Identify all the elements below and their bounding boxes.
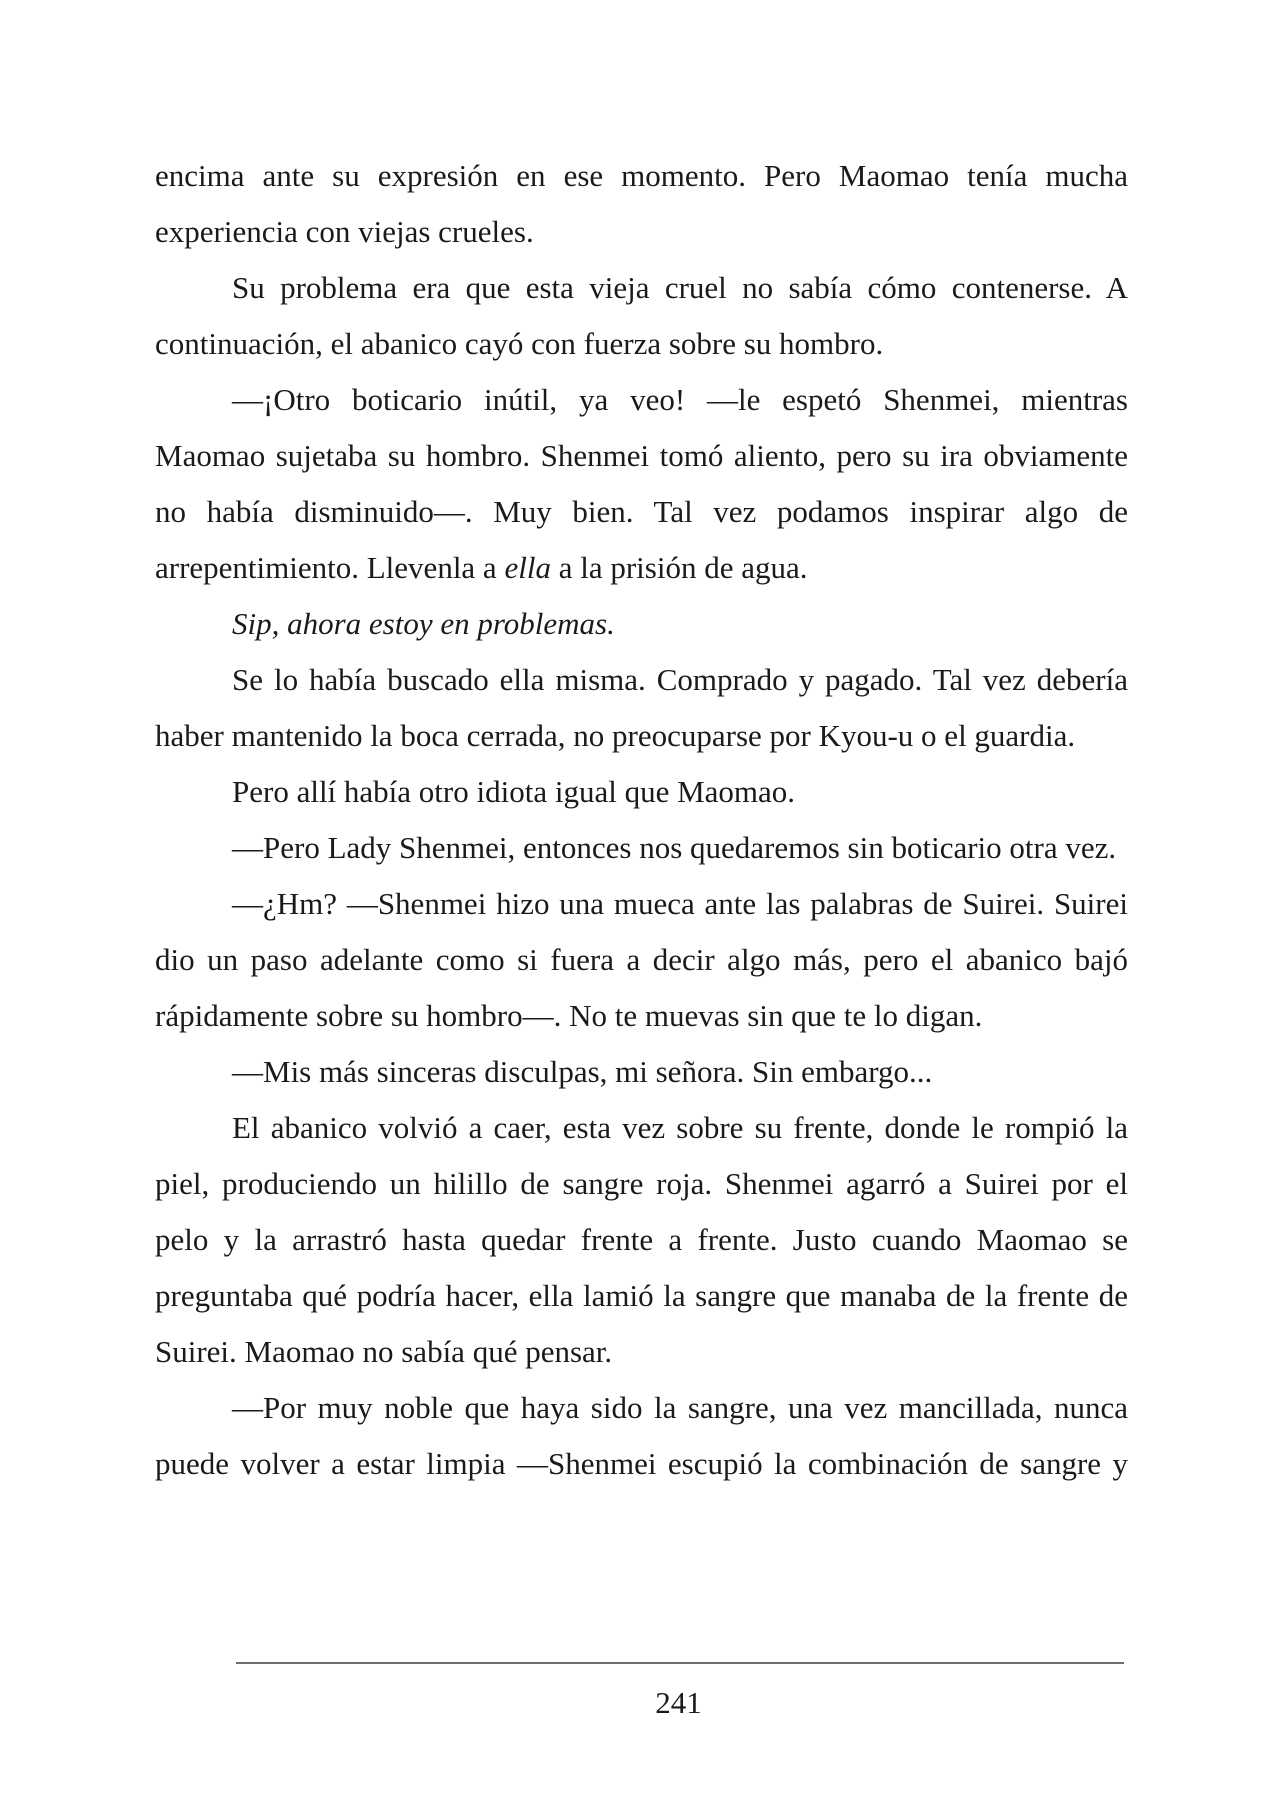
- italic-emphasis: ella: [504, 550, 551, 585]
- italic-thought-text: Sip, ahora estoy en problemas.: [232, 606, 615, 641]
- paragraph: —Mis más sinceras disculpas, mi señora. Sin embargo...: [232, 1054, 933, 1089]
- footer-divider: [236, 1662, 1124, 1664]
- paragraph: —¿Hm? —Shenmei hizo una mueca ante las palabras de Suirei. Suirei dio un paso adelante como si fuera a decir algo más, pero el abanico bajó rápidamente sobre su hombro—. No te muevas sin que te lo digan.: [155, 886, 1128, 1033]
- paragraph: —Pero Lady Shenmei, entonces nos quedaremos sin boticario otra vez.: [232, 830, 1117, 865]
- paragraph: Su problema era que esta vieja cruel no sabía cómo contenerse. A continuación, el abanico cayó con fuerza sobre su hombro.: [155, 270, 1128, 361]
- body-text: [155, 148, 1128, 1492]
- paragraph-segment: a la prisión de agua.: [550, 550, 808, 585]
- paragraph: encima ante su expresión en ese momento. Pero Maomao tenía mucha experiencia con viejas crueles.: [155, 158, 1128, 249]
- paragraph: El abanico volvió a caer, esta vez sobre su frente, donde le rompió la piel, produciendo un hilillo de sangre roja. Shenmei agarró a Suirei por el pelo y la arrastró hasta quedar frente a frente. Justo cuando Maomao se preguntaba qué podría hacer, ella lamió la sangre que manaba de la frente de Suirei. Maomao no sabía qué pensar.: [155, 1110, 1128, 1369]
- paragraph: —Por muy noble que haya sido la sangre, una vez mancillada, nunca puede volver a estar limpia —Shenmei escupió la combinación de sangre y: [155, 1390, 1128, 1481]
- paragraph: Pero allí había otro idiota igual que Maomao.: [232, 774, 796, 809]
- paragraph-with-italic: [155, 372, 1128, 596]
- italic-thought: [155, 596, 1128, 652]
- page-number: 241: [655, 1685, 702, 1720]
- paragraph: Se lo había buscado ella misma. Comprado y pagado. Tal vez debería haber mantenido la boca cerrada, no preocuparse por Kyou-u o el guardia.: [155, 662, 1128, 753]
- paragraph-segment: —¡Otro boticario inútil, ya veo! —le espetó Shenmei, mientras Maomao sujetaba su hombro. Shenmei tomó aliento, pero su ira obviamente no había disminuido—. Muy bien. Tal vez podamos inspirar algo de arrepentimiento. Llevenla a: [155, 382, 1128, 585]
